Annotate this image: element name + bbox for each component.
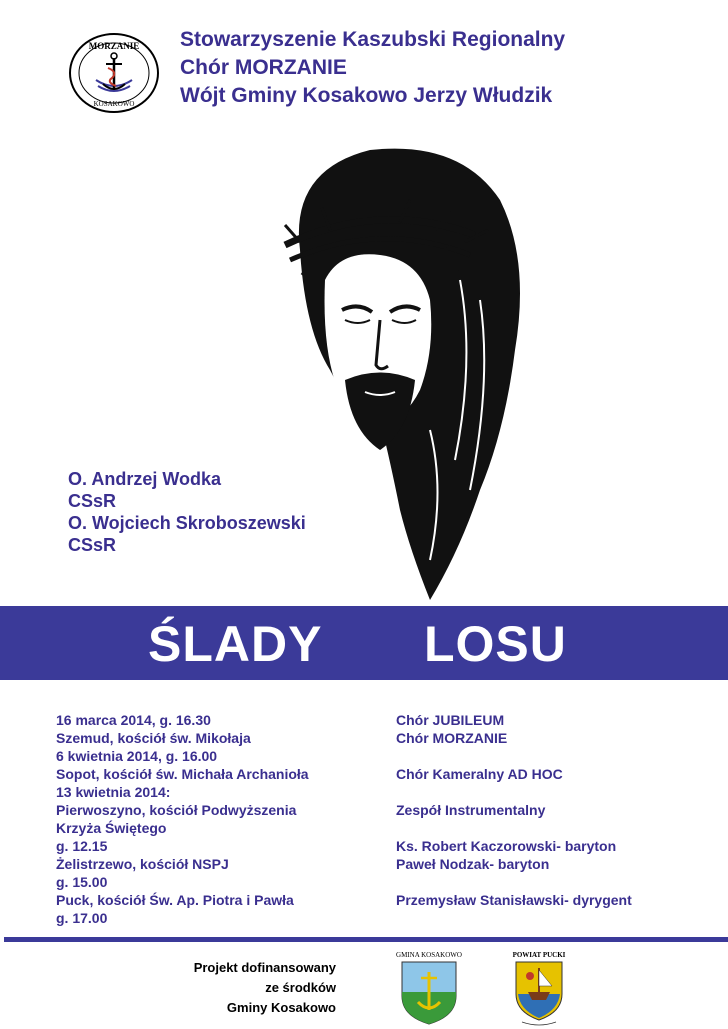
performer-choir-1: Chór JUBILEUM — [396, 712, 505, 728]
organizer-line-3: Wójt Gminy Kosakowo Jerzy Włudzik — [180, 84, 553, 107]
title-banner — [0, 606, 728, 680]
funding-line: ze środków — [265, 980, 336, 995]
organizer-line-2: Chór MORZANIE — [180, 56, 347, 79]
author-line: CSsR — [68, 491, 117, 511]
schedule-line: Pierwoszyno, kościół Podwyższenia — [56, 802, 297, 818]
schedule-line: Krzyża Świętego — [56, 820, 167, 836]
schedule-line: g. 15.00 — [56, 874, 108, 890]
schedule-line: 6 kwietnia 2014, g. 16.00 — [56, 748, 218, 764]
performer-chamber-choir: Chór Kameralny AD HOC — [396, 766, 563, 782]
choir-anchor-logo-icon — [68, 32, 160, 114]
schedule-line: Puck, kościół Św. Ap. Piotra i Pawła — [56, 892, 294, 908]
schedule-line: 16 marca 2014, g. 16.30 — [56, 712, 211, 728]
author-line: CSsR — [68, 535, 117, 555]
schedule-line: 13 kwietnia 2014: — [56, 784, 171, 800]
logo-text-top: MORZANIE — [88, 41, 140, 51]
gmina-kosakowo-crest-icon — [394, 948, 464, 1026]
author-line: O. Wojciech Skroboszewski — [68, 513, 306, 533]
performer-soloist-1: Ks. Robert Kaczorowski- baryton — [396, 838, 617, 854]
title-word-1: ŚLADY — [148, 616, 323, 672]
powiat-pucki-crest-icon — [508, 948, 570, 1026]
author-line: O. Andrzej Wodka — [68, 469, 222, 489]
performer-choir-2: Chór MORZANIE — [396, 730, 508, 746]
footer-divider — [4, 937, 728, 942]
funding-note — [140, 958, 336, 1018]
crest-powiat-label: POWIAT PUCKI — [512, 951, 566, 959]
performer-conductor: Przemysław Stanisławski- dyrygent — [396, 892, 632, 908]
schedule-line: g. 17.00 — [56, 910, 108, 926]
performers-list — [396, 711, 632, 909]
concert-schedule — [56, 711, 309, 927]
organizer-header — [180, 26, 565, 110]
performer-ensemble: Zespół Instrumentalny — [396, 802, 546, 818]
funding-line: Gminy Kosakowo — [226, 1000, 336, 1015]
funding-line: Projekt dofinansowany — [193, 960, 336, 975]
schedule-line: Szemud, kościół św. Mikołaja — [56, 730, 251, 746]
performer-soloist-2: Paweł Nodzak- baryton — [396, 856, 550, 872]
authors-list — [68, 468, 306, 556]
schedule-line: g. 12.15 — [56, 838, 108, 854]
schedule-line: Żelistrzewo, kościół NSPJ — [56, 856, 229, 872]
title-word-2: LOSU — [424, 616, 567, 672]
schedule-line: Sopot, kościół św. Michała Archanioła — [56, 766, 309, 782]
logo-text-bottom: KOSAKOWO — [93, 100, 135, 108]
organizer-line-1: Stowarzyszenie Kaszubski Regionalny — [180, 28, 566, 51]
crest-gmina-label: GMINA KOSAKOWO — [396, 951, 462, 959]
